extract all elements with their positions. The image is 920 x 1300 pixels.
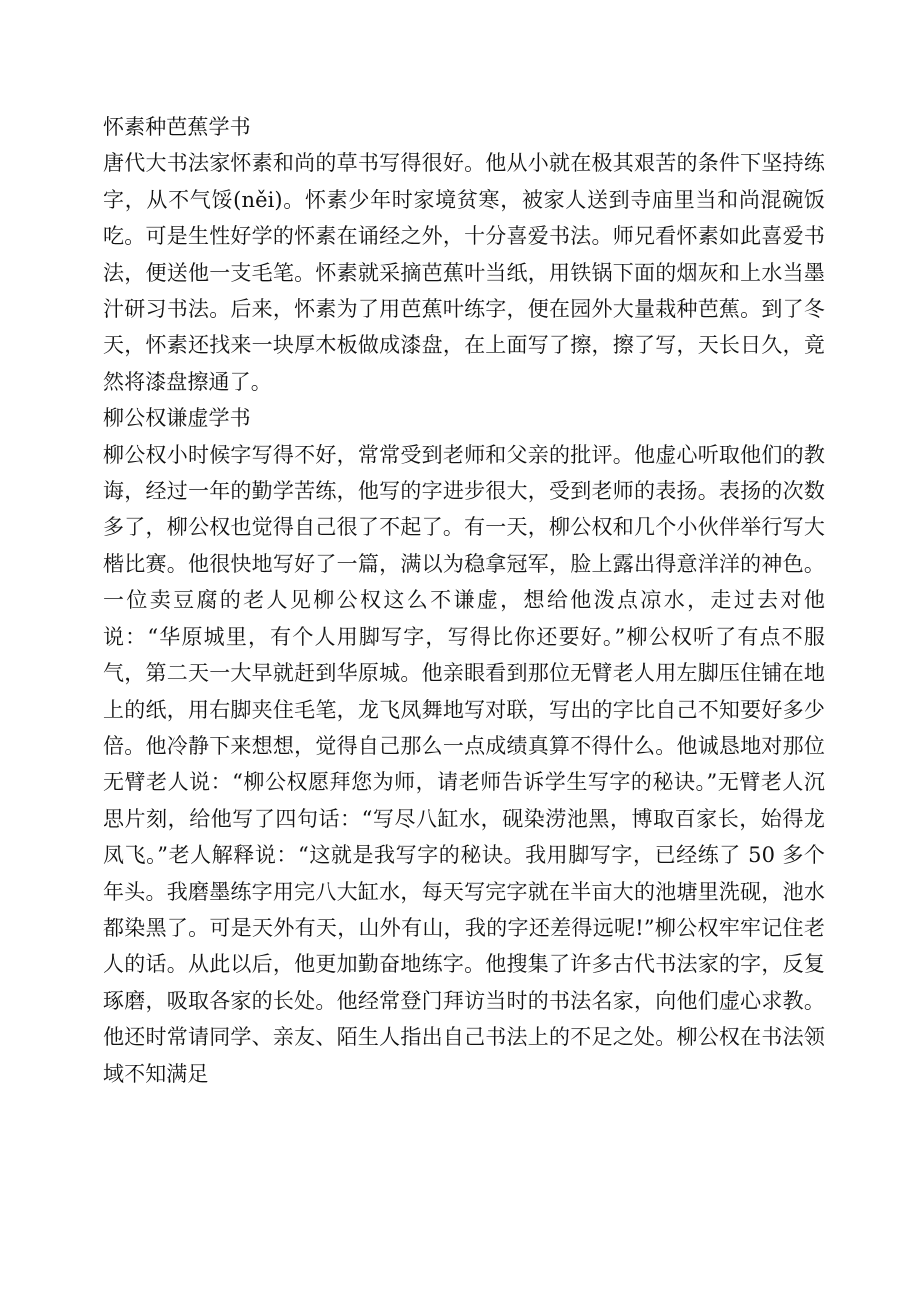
section-body-huaisu: 唐代大书法家怀素和尚的草书写得很好。他从小就在极其艰苦的条件下坚持练字，从不气馁(něi)。怀素少年时家境贫寒，被家人送到寺庙里当和尚混碗饭吃。可是生性好学的怀素在诵经之外，十分喜爱书法。师兄看怀素如此喜爱书法，便送他一支毛笔。怀素就采摘芭蕉叶当纸，用铁锅下面的烟灰和上水当墨汁研习书法。后来，怀素为了用芭蕉叶练字，便在园外大量栽种芭蕉。到了冬天，怀素还找来一块厚木板做成漆盘，在上面写了擦，擦了写，天长日久，竟然将漆盘擦通了。: [103, 151, 825, 394]
section-body-liugongquan: 柳公权小时候字写得不好，常常受到老师和父亲的批评。他虚心听取他们的教诲，经过一年的勤学苦练，他写的字进步很大，受到老师的表扬。表扬的次数多了，柳公权也觉得自己很了不起了。有一天，柳公权和几个小伙伴举行写大楷比赛。他很快地写好了一篇，满以为稳拿冠军，脸上露出得意洋洋的神色。一位卖豆腐的老人见柳公权这么不谦虚，想给他泼点凉水，走过去对他说：“华原城里，有个人用脚写字，写得比你还要好。”柳公权听了有点不服气，第二天一大早就赶到华原城。他亲眼看到那位无臂老人用左脚压住铺在地上的纸，用右脚夹住毛笔，龙飞凤舞地写对联，写出的字比自己不知要好多少倍。他冷静下来想想，觉得自己那么一点成绩真算不得什么。他诚恳地对那位无臂老人说：“柳公权愿拜您为师，请老师告诉学生写字的秘诀。”无臂老人沉思片刻，给他写了四句话：“写尽八缸水，砚染涝池黑，博取百家长，始得龙凤飞。”老人解释说：“这就是我写字的秘诀。我用脚写字，已经练了 50 多个年头。我磨墨练字用完八大缸水，每天写完字就在半亩大的池塘里洗砚，池水都染黑了。可是天外有天，山外有山，我的字还差得远呢!”柳公权牢牢记住老人的话。从此以后，他更加勤奋地练字。他搜集了许多古代书法家的字，反复琢磨，吸取各家的长处。他经常登门拜访当时的书法名家，向他们虚心求教。他还时常请同学、亲友、陌生人指出自己书法上的不足之处。柳公权在书法领域不知满足: [103, 442, 825, 1086]
section-title-liugongquan: 柳公权谦虚学书: [103, 406, 251, 431]
section-title-huaisu: 怀素种芭蕉学书: [103, 115, 251, 139]
document-body: [103, 109, 825, 1092]
